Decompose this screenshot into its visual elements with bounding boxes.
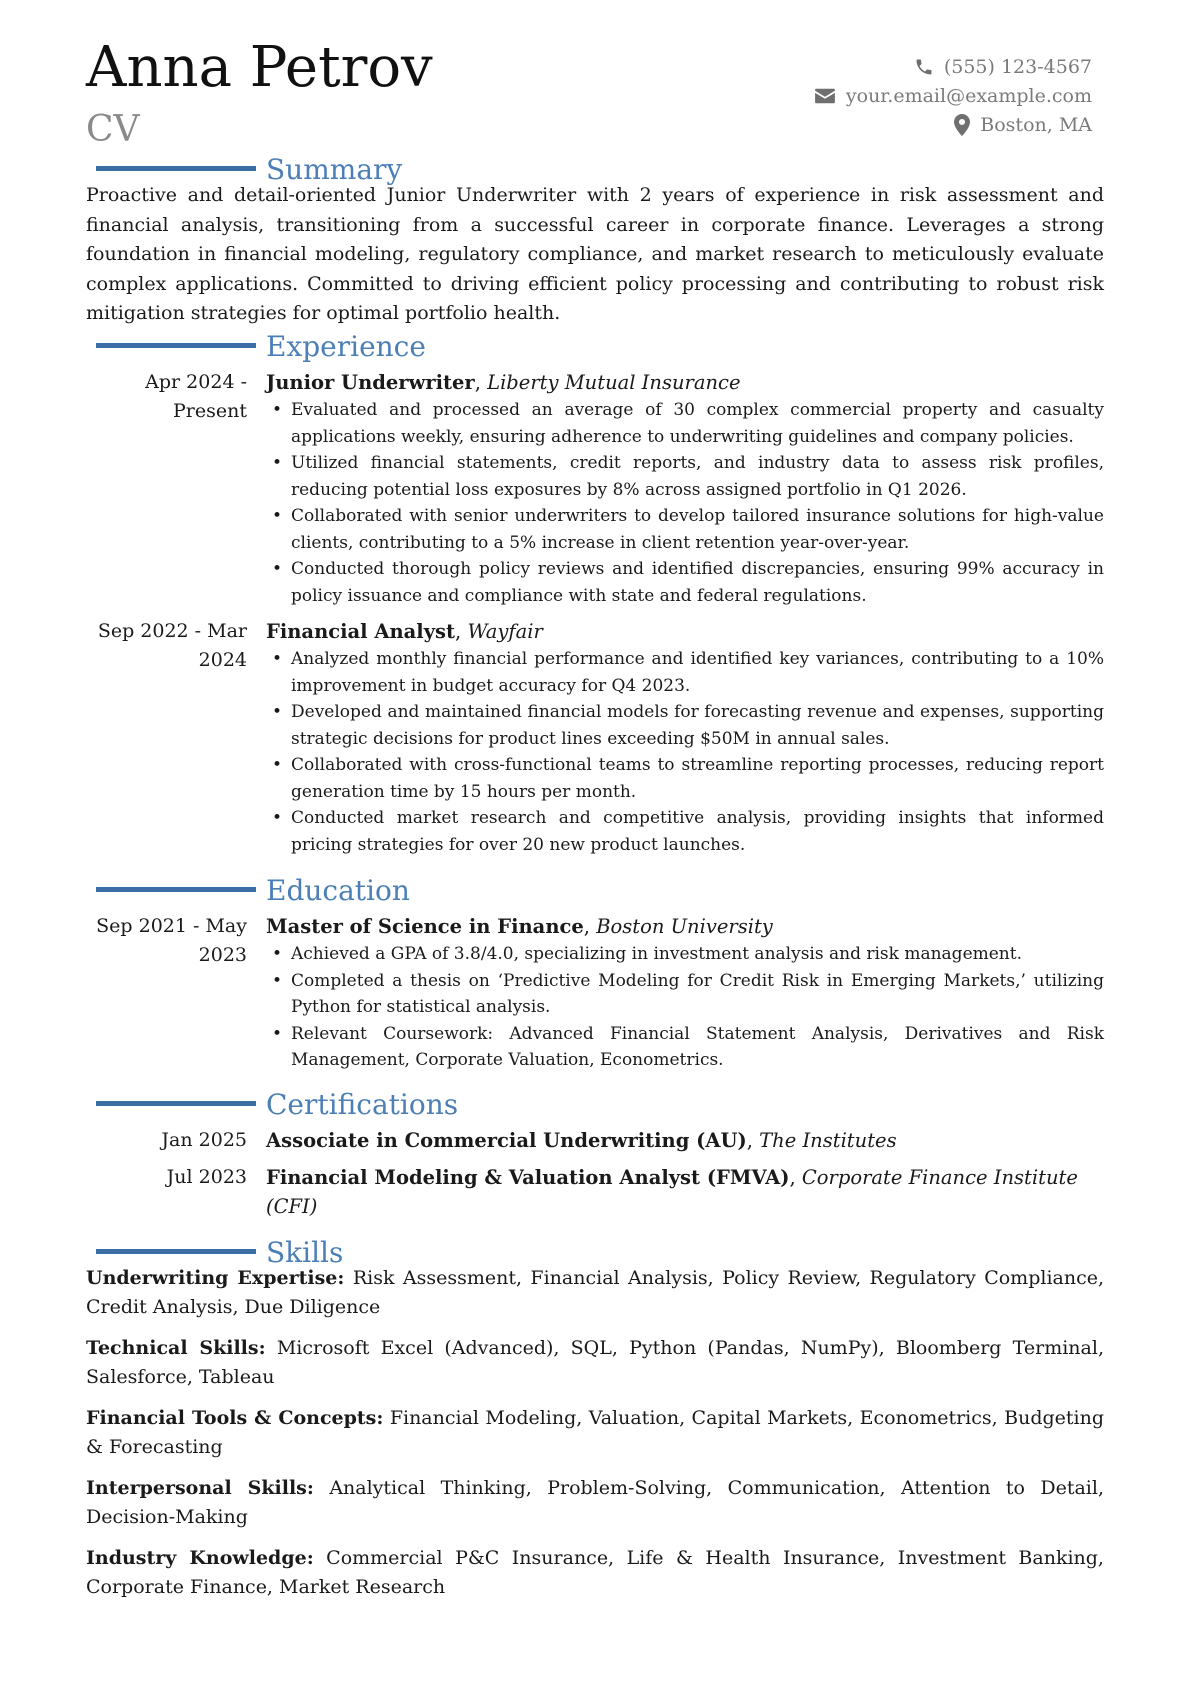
skill-label: Interpersonal Skills: <box>86 1477 314 1499</box>
entry-date: Sep 2021 - May 2023 <box>96 915 247 966</box>
bullet-item: • Utilized financial statements, credit reports, and industry data to assess risk profiles, reducing potential loss exposures by 8% across assigned portfolio in Q1 2026. <box>266 450 1104 503</box>
email-text: your.email@example.com <box>845 84 1092 107</box>
skill-values: Microsoft Excel (Advanced), SQL, Python (Pandas, NumPy), Bloomberg Terminal, Salesforce, Tableau <box>86 1337 1104 1388</box>
bullet-item: • Conducted thorough policy reviews and identified discrepancies, ensuring 99% accuracy in policy issuance and compliance with state and federal regulations. <box>266 556 1104 609</box>
entry-org: Corporate Finance Institute (CFI) <box>266 1166 1078 1218</box>
entry-date: Apr 2024 - Present <box>145 371 247 422</box>
bullet-item: • Analyzed monthly financial performance and identified key variances, contributing to a 10% improvement in budget accuracy for Q4 2023. <box>266 646 1104 699</box>
certifications-heading <box>86 1088 1104 1122</box>
contact-email[interactable] <box>814 81 1092 110</box>
bullet-item: • Collaborated with senior underwriters to develop tailored insurance solutions for high-value clients, contributing to a 5% increase in client retention year-over-year. <box>266 503 1104 556</box>
bullet-item: • Achieved a GPA of 3.8/4.0, specializing in investment analysis and risk management. <box>266 941 1104 968</box>
section-title: Education <box>266 874 410 907</box>
section-rule <box>96 166 256 171</box>
section-rule <box>96 343 256 348</box>
section-rule <box>96 887 256 892</box>
map-pin-icon <box>954 114 970 136</box>
entry-bullets <box>266 646 1104 858</box>
contact-block <box>814 52 1092 139</box>
skill-values: Analytical Thinking, Problem-Solving, Communication, Attention to Detail, Decision-Making <box>86 1477 1104 1528</box>
summary-text: Proactive and detail-oriented Junior Underwriter with 2 years of experience in risk assessment and financial analysis, transitioning from a successful career in corporate finance. Leverages a strong foundation in financial modeling, regulatory compliance, and market research to meticulously evaluate complex applications. Committed to driving efficient policy processing and contributing to robust risk mitigation strategies for optimal portfolio health. <box>86 184 1104 324</box>
entry-role: Junior Underwriter <box>266 371 475 394</box>
location-text: Boston, MA <box>980 113 1092 136</box>
bullet-item: • Developed and maintained financial models for forecasting revenue and expenses, supporting strategic decisions for product lines exceeding $50M in annual sales. <box>266 699 1104 752</box>
bullet-item: • Conducted market research and competitive analysis, providing insights that informed pricing strategies for over 20 new product launches. <box>266 805 1104 858</box>
bullet-item: • Completed a thesis on ‘Predictive Modeling for Credit Risk in Emerging Markets,’ utilizing Python for statistical analysis. <box>266 968 1104 1021</box>
contact-location <box>814 110 1092 139</box>
candidate-name: Anna Petrov <box>86 35 433 100</box>
entry-title: Junior Underwriter, Liberty Mutual Insurance <box>266 371 741 394</box>
skill-label: Financial Tools & Concepts: <box>86 1407 384 1429</box>
skill-group <box>86 1334 1104 1392</box>
education-entry <box>86 912 1104 1074</box>
entry-org: The Institutes <box>759 1129 897 1152</box>
entry-role: Financial Analyst <box>266 620 456 643</box>
skill-values: Financial Modeling, Valuation, Capital Markets, Econometrics, Budgeting & Forecasting <box>86 1407 1104 1458</box>
skills-section <box>86 1236 1104 1614</box>
entry-bullets <box>266 941 1104 1074</box>
envelope-icon <box>814 87 836 105</box>
skill-group <box>86 1544 1104 1602</box>
entry-degree: Master of Science in Finance <box>266 915 584 938</box>
section-title: Experience <box>266 330 426 363</box>
experience-entry <box>86 617 1104 858</box>
summary-heading <box>86 153 1104 187</box>
entry-title: Financial Modeling & Valuation Analyst (FMVA), Corporate Finance Institute (CFI) <box>266 1166 1078 1218</box>
bullet-item: • Relevant Coursework: Advanced Financial Statement Analysis, Derivatives and Risk Management, Corporate Valuation, Econometrics. <box>266 1021 1104 1074</box>
experience-heading <box>86 330 1104 364</box>
skill-values: Risk Assessment, Financial Analysis, Policy Review, Regulatory Compliance, Credit Analysis, Due Diligence <box>86 1267 1105 1318</box>
experience-section <box>86 330 1104 858</box>
certification-entry <box>86 1126 1104 1155</box>
entry-date: Jul 2023 <box>166 1166 247 1188</box>
skill-group <box>86 1474 1104 1532</box>
skill-group <box>86 1264 1104 1322</box>
skill-group <box>86 1404 1104 1462</box>
certification-name: Financial Modeling & Valuation Analyst (FMVA) <box>266 1166 790 1189</box>
entry-bullets <box>266 397 1104 609</box>
entry-date: Sep 2022 - Mar 2024 <box>97 620 247 671</box>
entry-org: Liberty Mutual Insurance <box>487 371 741 394</box>
bullet-item: • Collaborated with cross-functional teams to streamline reporting processes, reducing report generation time by 15 hours per month. <box>266 752 1104 805</box>
entry-date: Jan 2025 <box>161 1129 247 1151</box>
entry-title: Master of Science in Finance, Boston University <box>266 915 773 938</box>
certification-entry <box>86 1163 1104 1221</box>
section-rule <box>96 1101 256 1106</box>
entry-title: Associate in Commercial Underwriting (AU), The Institutes <box>266 1129 897 1152</box>
skills-heading <box>86 1236 1104 1270</box>
skill-label: Underwriting Expertise: <box>86 1267 345 1289</box>
section-title: Certifications <box>266 1088 459 1121</box>
summary-section <box>86 153 1104 329</box>
certification-name: Associate in Commercial Underwriting (AU) <box>266 1129 747 1152</box>
skill-values: Commercial P&C Insurance, Life & Health Insurance, Investment Banking, Corporate Finance, Market Research <box>86 1547 1104 1598</box>
skill-label: Technical Skills: <box>86 1337 266 1359</box>
contact-phone[interactable] <box>814 52 1092 81</box>
certifications-section <box>86 1088 1104 1221</box>
experience-entry <box>86 368 1104 609</box>
section-rule <box>96 1249 256 1254</box>
section-title: Summary <box>266 153 403 186</box>
entry-title: Financial Analyst, Wayfair <box>266 620 543 643</box>
phone-icon <box>914 57 934 77</box>
document-subtitle: CV <box>86 109 140 150</box>
entry-org: Wayfair <box>467 620 543 643</box>
phone-text: (555) 123-4567 <box>943 55 1092 78</box>
skill-label: Industry Knowledge: <box>86 1547 314 1569</box>
entry-org: Boston University <box>596 915 773 938</box>
education-heading <box>86 874 1104 908</box>
education-section <box>86 874 1104 1074</box>
section-title: Skills <box>266 1236 344 1269</box>
bullet-item: • Evaluated and processed an average of 30 complex commercial property and casualty applications weekly, ensuring adherence to underwriting guidelines and company policies. <box>266 397 1104 450</box>
